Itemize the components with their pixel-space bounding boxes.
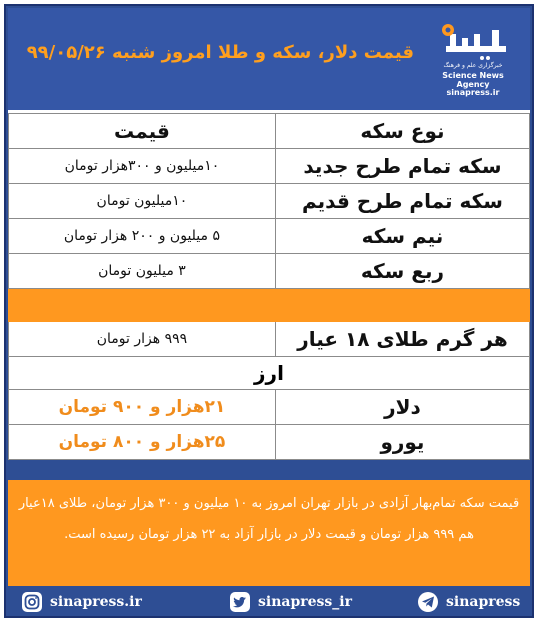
currency-heading: ارز — [9, 357, 530, 390]
currency-name: یورو — [275, 425, 529, 460]
coin-name: سکه تمام طرح جدید — [275, 149, 529, 184]
sina-logo-mark-icon — [436, 20, 510, 64]
currency-price: ۲۱هزار و ۹۰۰ تومان — [9, 390, 276, 425]
price-table — [8, 113, 530, 460]
table-row — [9, 425, 530, 460]
gold-price: ۹۹۹ هزار تومان — [9, 322, 276, 357]
column-header-price: قیمت — [9, 114, 276, 149]
gold-name: هر گرم طلای ۱۸ عیار — [275, 322, 529, 357]
telegram-link[interactable] — [418, 591, 520, 613]
summary-box — [8, 480, 530, 586]
logo-url: sinapress.ir — [446, 88, 500, 97]
twitter-link[interactable] — [230, 591, 352, 613]
twitter-handle: sinapress_ir — [258, 594, 352, 610]
logo-english-name: Science News Agency — [442, 71, 504, 89]
table-row — [9, 254, 530, 289]
page-title: قیمت دلار، سکه و طلا امروز شنبه ۹۹/۰۵/۲۶ — [26, 42, 414, 63]
instagram-link[interactable] — [22, 591, 142, 613]
coin-name: ربع سکه — [275, 254, 529, 289]
coin-name: نیم سکه — [275, 219, 529, 254]
column-header-name: نوع سکه — [275, 114, 529, 149]
header — [8, 8, 530, 113]
separator-cell — [9, 289, 530, 322]
coin-price: ۱۰میلیون و ۳۰۰هزار تومان — [9, 149, 276, 184]
coin-price: ۵ میلیون و ۲۰۰ هزار تومان — [9, 219, 276, 254]
currency-price: ۲۵هزار و ۸۰۰ تومان — [9, 425, 276, 460]
table-row — [9, 149, 530, 184]
coin-price: ۳ میلیون تومان — [9, 254, 276, 289]
coin-name: سکه تمام طرح قدیم — [275, 184, 529, 219]
table-row — [9, 184, 530, 219]
summary-text: قیمت سکه تمام‌بهار آزادی در بازار تهران امروز به ۱۰ میلیون و ۳۰۰ هزار تومان، طلای ۱۸عیار هم ۹۹۹ هزار تومان و قیمت دلار در بازار آزاد به ۲۲ هزار تومان رسیده است. — [18, 496, 520, 542]
table-header-row — [9, 114, 530, 149]
telegram-icon — [418, 592, 438, 612]
currency-name: دلار — [275, 390, 529, 425]
footer — [8, 588, 530, 616]
coin-price: ۱۰میلیون تومان — [9, 184, 276, 219]
logo-tagline: خبرگزاری علم و فرهنگ — [443, 62, 503, 69]
instagram-handle: sinapress.ir — [50, 594, 142, 610]
twitter-icon — [230, 592, 250, 612]
instagram-icon — [22, 592, 42, 612]
sina-logo — [428, 18, 518, 98]
separator-band — [9, 289, 530, 322]
table-row — [9, 322, 530, 357]
currency-heading-row — [9, 357, 530, 390]
infographic-frame — [4, 4, 534, 618]
telegram-handle: sinapress — [446, 594, 521, 610]
table-row — [9, 219, 530, 254]
table-row — [9, 390, 530, 425]
